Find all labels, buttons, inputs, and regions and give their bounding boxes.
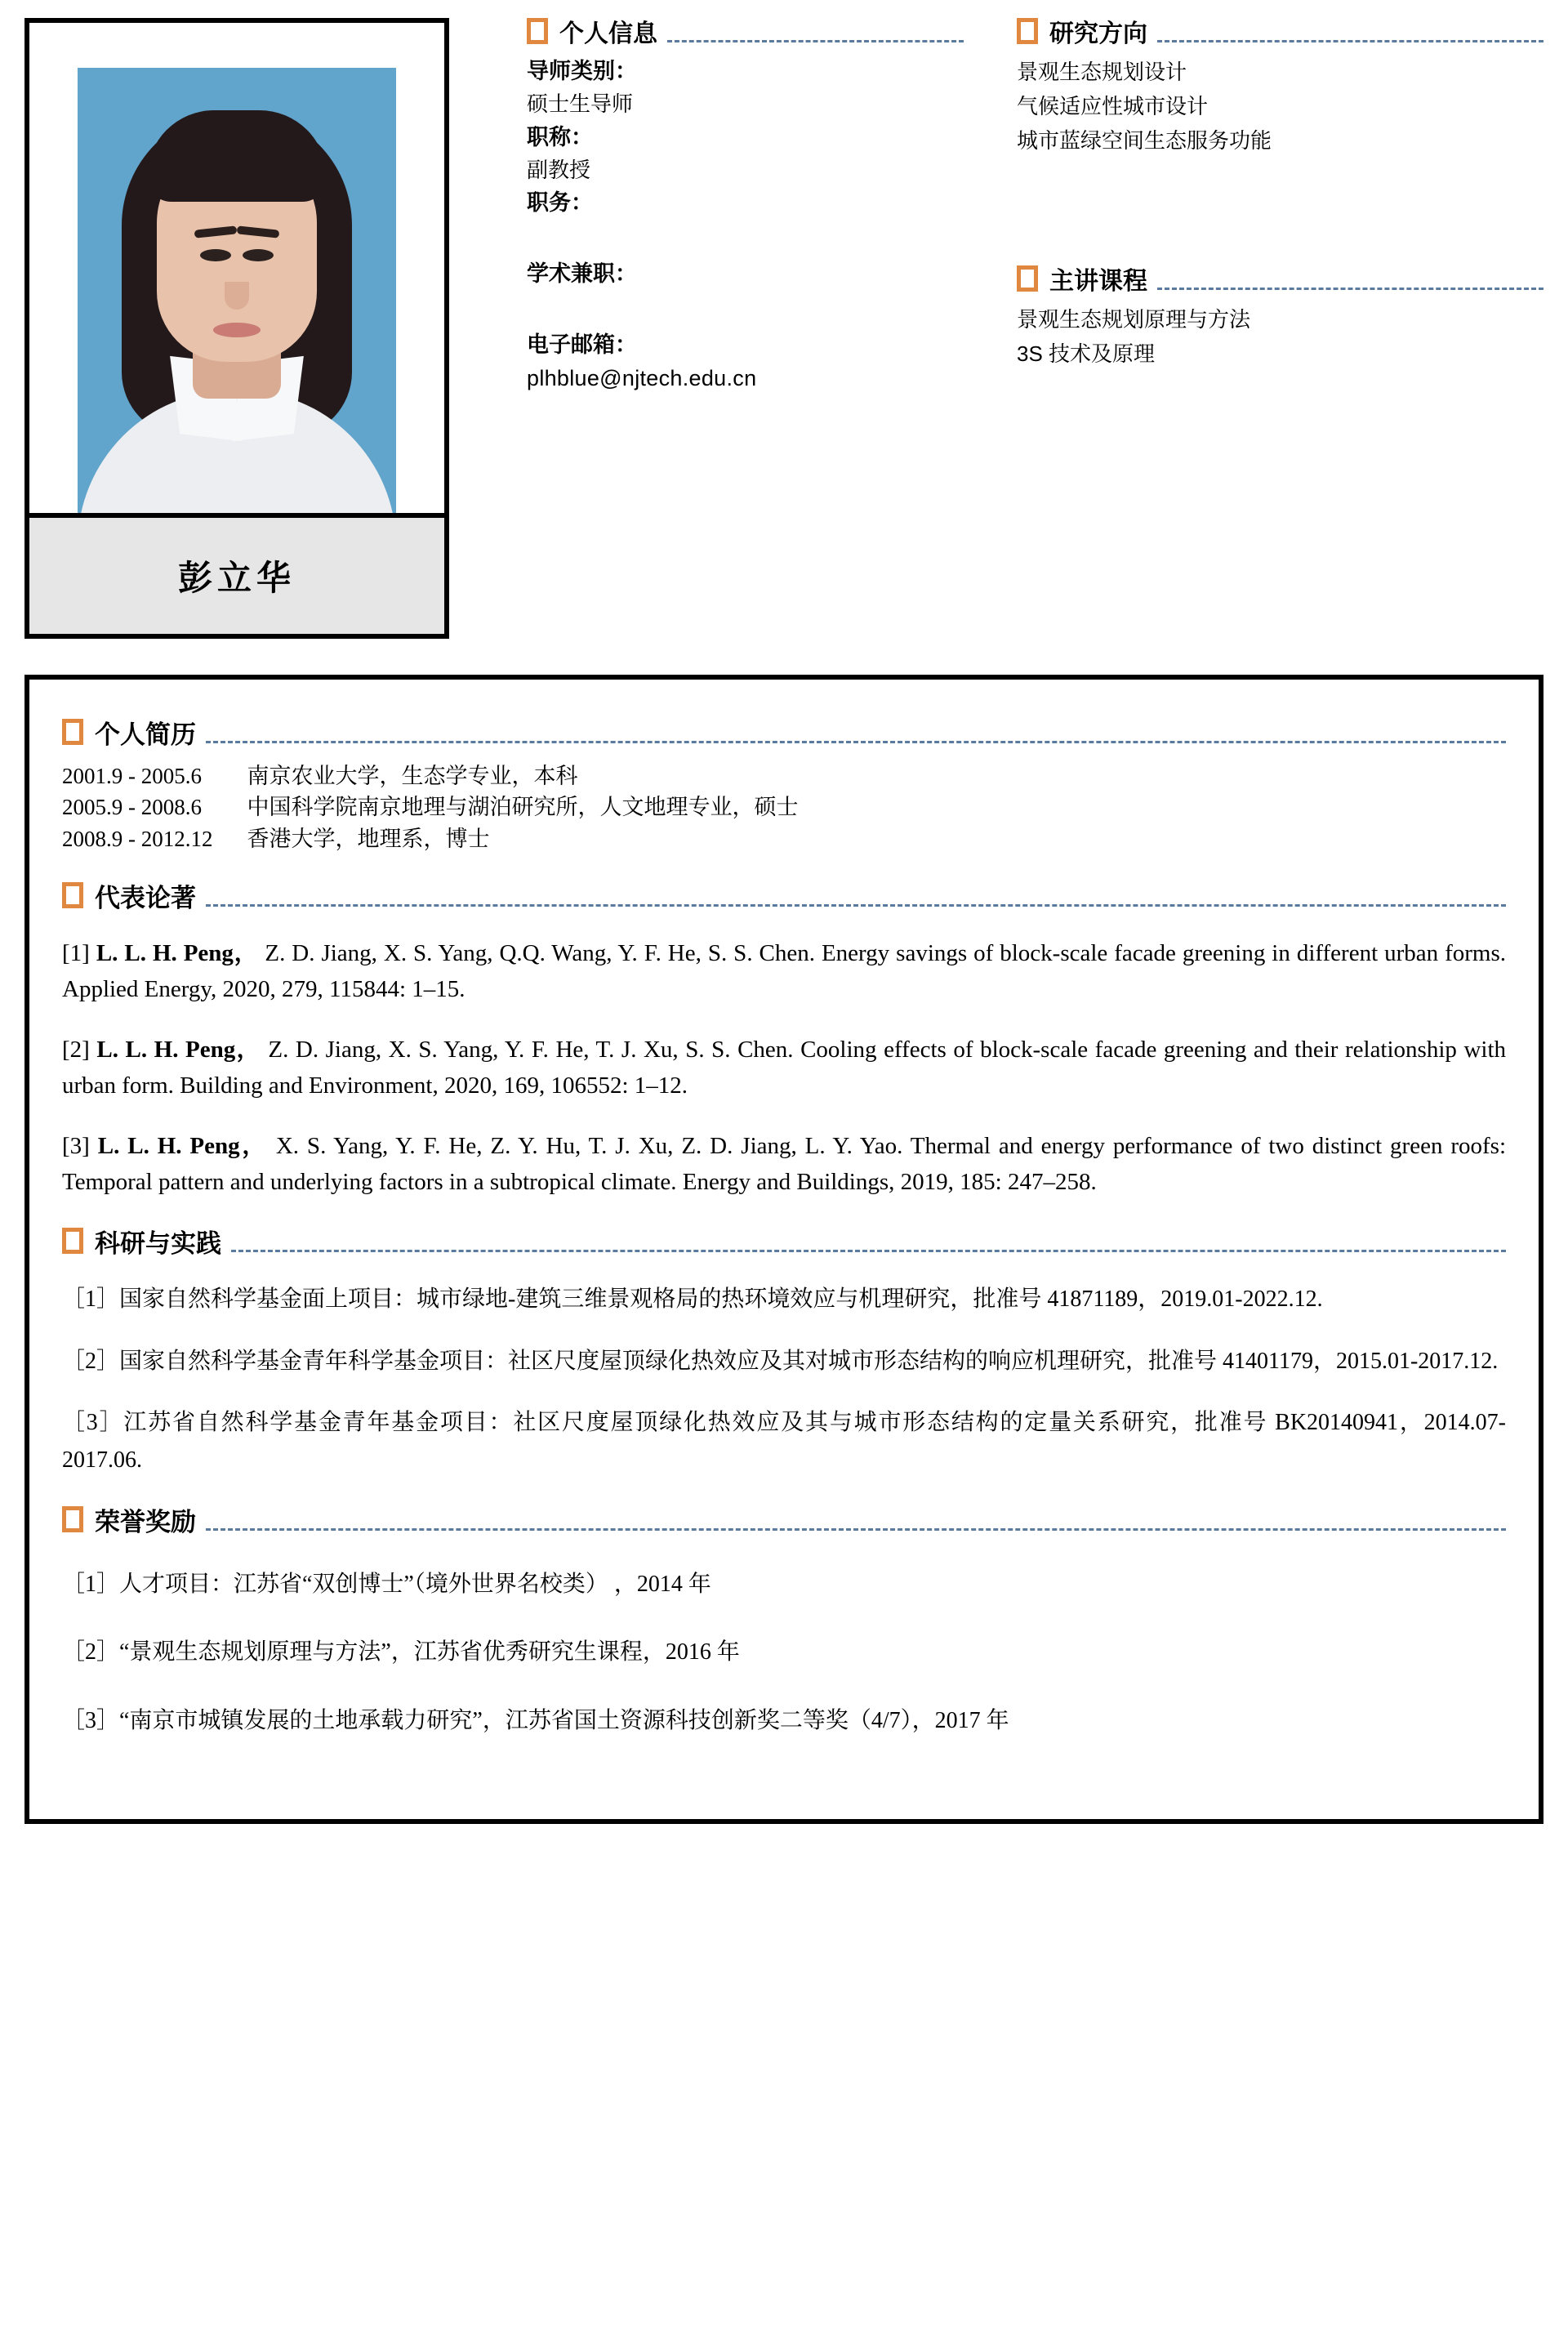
section-divider xyxy=(1157,288,1544,290)
resume-table xyxy=(62,760,799,854)
section-title-personal-info: 个人信息 xyxy=(559,20,657,47)
table-row xyxy=(62,823,799,854)
section-honors xyxy=(62,1506,1506,1739)
section-title-research-directions: 研究方向 xyxy=(1049,20,1147,47)
value-email[interactable]: plhblue@njtech.edu.cn xyxy=(527,366,757,391)
label-advisor-type: 导师类别： xyxy=(527,59,637,83)
resume-period: 2001.9 - 2005.6 xyxy=(62,764,202,788)
publication-item xyxy=(62,1032,1506,1104)
publication-index: [1] xyxy=(62,939,90,966)
publication-rest: X. S. Yang, Y. F. He, Z. Y. Hu, T. J. Xu, Z. D. Jiang, L. Y. Yao. Thermal and energy performance of two distinct green roofs: Temporal pattern and underlying factors in a subtropical climate. Energy and Buildings, 2019, 185: 247–258. xyxy=(62,1133,1507,1196)
course-item: 3S 技术及原理 xyxy=(1017,341,1156,367)
square-bullet-icon xyxy=(1017,18,1038,44)
publication-rest: Z. D. Jiang, X. S. Yang, Q.Q. Wang, Y. F. He, S. S. Chen. Energy savings of block-scale facade greening in different urban forms. Applied Energy, 2020, 279, 115844: 1–15. xyxy=(62,939,1507,1003)
section-divider xyxy=(667,40,964,42)
publication-rest: Z. D. Jiang, X. S. Yang, Y. F. He, T. J. Xu, S. S. Chen. Cooling effects of block-scale facade greening and their relationship with urban form. Building and Environment, 2020, 169, 106552: 1–12. xyxy=(62,1037,1506,1099)
resume-detail: 中国科学院南京地理与湖泊研究所，人文地理专业，硕士 xyxy=(247,795,799,820)
info-columns xyxy=(449,18,1544,395)
square-bullet-icon xyxy=(527,18,548,44)
resume-detail: 南京农业大学，生态学专业，本科 xyxy=(247,764,578,788)
publication-item xyxy=(62,935,1506,1007)
personal-info-column xyxy=(449,18,964,395)
section-header-personal-info xyxy=(527,18,964,47)
resume-period: 2005.9 - 2008.6 xyxy=(62,795,202,820)
details-card xyxy=(24,675,1544,1824)
section-header-projects xyxy=(62,1228,1506,1259)
publication-self-author: L. L. H. Peng， xyxy=(96,939,259,966)
research-direction-item: 景观生态规划设计 xyxy=(1017,60,1187,84)
honor-item: ［1］人才项目：江苏省“双创博士”（境外世界名校类） ，2014 年 xyxy=(62,1571,711,1597)
resume-detail: 香港大学，地理系，博士 xyxy=(247,826,490,851)
publication-index: [2] xyxy=(62,1037,90,1063)
value-academic-title: 副教授 xyxy=(527,157,591,182)
course-item: 景观生态规划原理与方法 xyxy=(1017,307,1251,332)
section-title-courses: 主讲课程 xyxy=(1049,268,1147,296)
section-title-projects: 科研与实践 xyxy=(95,1229,221,1259)
section-title-publications: 代表论著 xyxy=(95,883,196,912)
project-item: ［3］江苏省自然科学基金青年基金项目：社区尺度屋顶绿化热效应及其与城市形态结构的定量关系研究，批准号 BK20140941，2014.07-2017.06. xyxy=(62,1410,1506,1473)
project-item: ［1］国家自然科学基金面上项目：城市绿地-建筑三维景观格局的热环境效应与机理研究，批准号 41871189，2019.01-2022.12. xyxy=(62,1286,1323,1313)
value-advisor-type: 硕士生导师 xyxy=(527,91,634,117)
faculty-name: 彭立华 xyxy=(177,559,296,597)
square-bullet-icon xyxy=(62,1228,83,1254)
top-area xyxy=(0,0,1568,639)
section-header-publications xyxy=(62,882,1506,911)
section-divider xyxy=(1157,40,1544,42)
table-row xyxy=(62,791,799,823)
section-title-honors: 荣誉奖励 xyxy=(95,1507,196,1536)
publication-self-author: L. L. H. Peng， xyxy=(97,1133,268,1160)
section-divider xyxy=(231,1250,1506,1252)
research-courses-column xyxy=(964,18,1544,395)
square-bullet-icon xyxy=(62,1506,83,1532)
square-bullet-icon xyxy=(62,719,83,745)
spacer-position-value xyxy=(527,220,964,257)
section-header-resume xyxy=(62,719,1506,747)
project-item: ［2］国家自然科学基金青年科学基金项目：社区尺度屋顶绿化热效应及其对城市形态结构的响应机理研究，批准号 41401179，2015.01-2017.12. xyxy=(62,1348,1499,1374)
research-direction-item: 城市蓝绿空间生态服务功能 xyxy=(1017,128,1272,154)
square-bullet-icon xyxy=(1017,265,1038,292)
label-academic-title: 职称： xyxy=(527,124,593,149)
portrait-photo xyxy=(29,23,444,513)
spacer-part-time-value xyxy=(527,291,964,328)
name-plate xyxy=(29,513,444,634)
section-publications xyxy=(62,882,1506,1200)
section-divider xyxy=(206,1528,1506,1531)
honor-item: ［2］“景观生态规划原理与方法”，江苏省优秀研究生课程，2016 年 xyxy=(62,1639,740,1665)
section-projects xyxy=(62,1228,1506,1478)
table-row xyxy=(62,760,799,791)
label-position: 职务： xyxy=(527,190,593,216)
label-academic-part-time: 学术兼职： xyxy=(527,261,637,287)
honor-item: ［3］“南京市城镇发展的土地承载力研究”，江苏省国土资源科技创新奖二等奖（4/7），2017 年 xyxy=(62,1707,1009,1733)
research-direction-item: 气候适应性城市设计 xyxy=(1017,94,1209,119)
publication-item xyxy=(62,1128,1506,1200)
spacer-between-blocks xyxy=(1017,158,1544,265)
resume-period: 2008.9 - 2012.12 xyxy=(62,826,213,851)
square-bullet-icon xyxy=(62,882,83,908)
section-header-honors xyxy=(62,1506,1506,1535)
section-header-courses xyxy=(1017,265,1544,294)
label-email: 电子邮箱： xyxy=(527,332,637,358)
section-divider xyxy=(206,904,1506,907)
section-title-resume: 个人简历 xyxy=(95,720,196,749)
publication-self-author: L. L. H. Peng， xyxy=(96,1037,261,1063)
photo-card xyxy=(24,18,449,639)
publication-index: [3] xyxy=(62,1133,90,1160)
portrait-illustration xyxy=(78,68,396,513)
section-header-research-directions xyxy=(1017,18,1544,47)
section-divider xyxy=(206,741,1506,743)
section-resume xyxy=(62,719,1506,854)
